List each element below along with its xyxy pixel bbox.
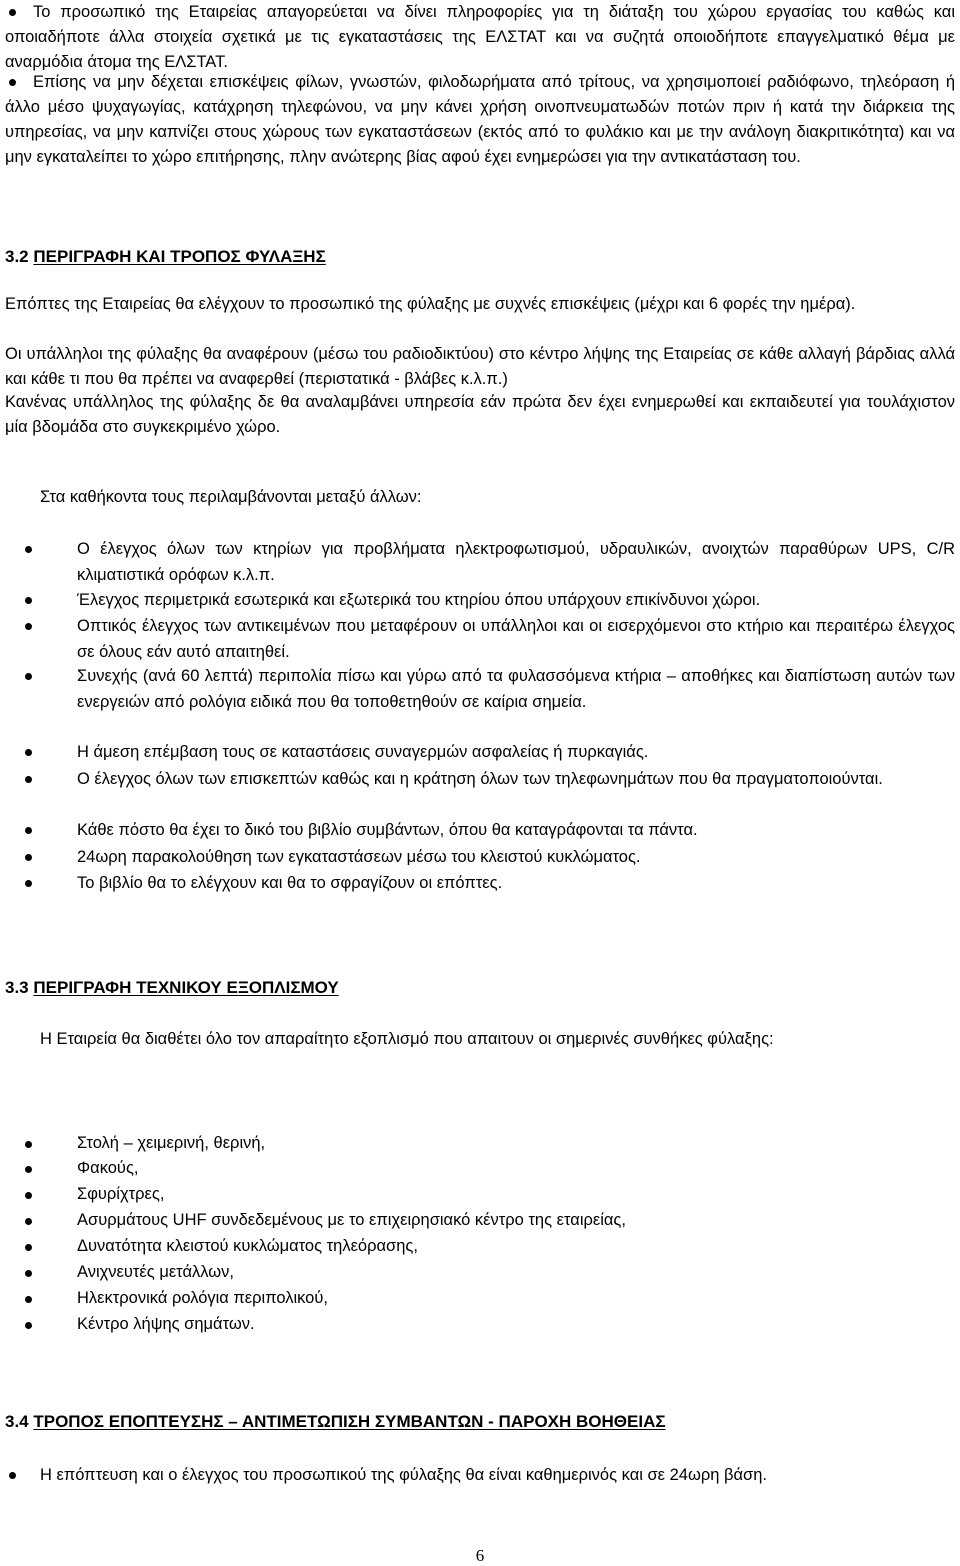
section-number: 3.4 bbox=[5, 1412, 34, 1431]
bullet-icon bbox=[25, 1192, 32, 1199]
equipment-item-text: Στολή – χειμερινή, θερινή, bbox=[77, 1134, 266, 1152]
bullet-icon bbox=[25, 1218, 32, 1225]
bullet-icon bbox=[25, 1244, 32, 1251]
section-3-2-heading bbox=[5, 246, 326, 268]
section-number: 3.3 bbox=[5, 978, 34, 997]
equipment-item-text: Κέντρο λήψης σημάτων. bbox=[77, 1315, 255, 1333]
bullet-icon bbox=[25, 597, 32, 604]
duty-item-text: Ο έλεγχος όλων των κτηρίων για προβλήματα ηλεκτροφωτισμού, υδραυλικών, ανοιχτών παραθύρων UPS, C/R κλιματιστικά ορόφων κ.λ.π. bbox=[77, 540, 955, 584]
equipment-item-text: Σφυρίχτρες, bbox=[77, 1185, 165, 1203]
duty-item-text: Ο έλεγχος όλων των επισκεπτών καθώς και η κράτηση όλων των τηλεφωνημάτων που θα πραγματοποιούνται. bbox=[77, 770, 883, 788]
bullet-icon bbox=[25, 623, 32, 630]
duties-intro: Στα καθήκοντα τους περιλαμβάνονται μεταξύ άλλων: bbox=[40, 488, 422, 506]
equipment-item-text: Ηλεκτρονικά ρολόγια περιπολικού, bbox=[77, 1289, 328, 1307]
equipment-item-text: Ασυρμάτους UHF συνδεδεμένους με το επιχειρησιακό κέντρο της εταιρείας, bbox=[77, 1211, 626, 1229]
section-title: ΤΡΟΠΟΣ ΕΠΟΠΤΕΥΣΗΣ – ΑΝΤΙΜΕΤΩΠΙΣΗ ΣΥΜΒΑΝΤΩΝ - ΠΑΡΟΧΗ ΒΟΗΘΕΙΑΣ bbox=[33, 1412, 666, 1431]
duty-item-text: Συνεχής (ανά 60 λεπτά) περιπολία πίσω και γύρω από τα φυλασσόμενα κτήρια – αποθήκες και διαπίστωση αυτών των ενεργειών από ρολόγια ειδικά που θα τοποθετηθούν σε καίρια σημεία. bbox=[77, 667, 955, 711]
bullet-icon bbox=[25, 1296, 32, 1303]
equipment-item bbox=[0, 1312, 960, 1342]
bullet-icon bbox=[25, 749, 32, 756]
section-3-3-intro: Η Εταιρεία θα διαθέτει όλο τον απαραίτητο εξοπλισμό που απαιτουν οι σημερινές συνθήκες φύλαξης: bbox=[40, 1030, 774, 1048]
bullet-icon bbox=[25, 854, 32, 861]
section-3-4-heading bbox=[5, 1411, 666, 1433]
equipment-item-text: Δυνατότητα κλειστού κυκλώματος τηλεόρασης, bbox=[77, 1237, 418, 1255]
bullet-icon bbox=[25, 1322, 32, 1329]
section-3-4-bullet-1-text: Η επόπτευση και ο έλεγχος του προσωπικού της φύλαξης θα είναι καθημερινός και σε 24ωρη βάση. bbox=[40, 1466, 767, 1484]
equipment-item-text: Ανιχνευτές μετάλλων, bbox=[77, 1263, 234, 1281]
duty-item-text: Έλεγχος περιμετρικά εσωτερικά και εξωτερικά του κτηρίου όπου υπάρχουν επικίνδυνοι χώροι. bbox=[77, 591, 761, 609]
bullet-icon bbox=[25, 1141, 32, 1148]
duty-item-text: Κάθε πόστο θα έχει το δικό του βιβλίο συμβάντων, όπου θα καταγράφονται τα πάντα. bbox=[77, 821, 698, 839]
section-3-3-heading bbox=[5, 977, 339, 999]
page-number: 6 bbox=[475, 1546, 485, 1565]
duty-item-text: Η άμεση επέμβαση τους σε καταστάσεις συναγερμών ασφαλείας ή πυρκαγιάς. bbox=[77, 743, 649, 761]
section-3-2-para-1: Επόπτες της Εταιρείας θα ελέγχουν το προσωπικό της φύλαξης με συχνές επισκέψεις (μέχρι και 6 φορές την ημέρα). bbox=[5, 295, 856, 313]
section-title: ΠΕΡΙΓΡΑΦΗ ΤΕΧΝΙΚΟΥ ΕΞΟΠΛΙΣΜΟΥ bbox=[33, 978, 339, 997]
bullet-icon bbox=[25, 776, 32, 783]
bullet-icon bbox=[25, 880, 32, 887]
section-3-2-para-2: Οι υπάλληλοι της φύλαξης θα αναφέρουν (μέσω του ραδιοδικτύου) στο κέντρο λήψης της Εταιρείας σε κάθε αλλαγή βάρδιας αλλά και κάθε τι που θα πρέπει να αναφερθεί (περιστατικά - βλάβες κ.λ.π.) bbox=[5, 345, 955, 388]
section-number: 3.2 bbox=[5, 247, 34, 266]
bullet-icon bbox=[25, 673, 32, 680]
bullet-icon bbox=[25, 827, 32, 834]
duty-item-text: 24ωρη παρακολούθηση των εγκαταστάσεων μέσω του κλειστού κυκλώματος. bbox=[77, 848, 641, 866]
section-title: ΠΕΡΙΓΡΑΦΗ ΚΑΙ ΤΡΟΠΟΣ ΦΥΛΑΞΗΣ bbox=[33, 247, 326, 266]
intro-bullet-2-text: Επίσης να μην δέχεται επισκέψεις φίλων, γνωστών, φιλοδωρήματα από τρίτους, να χρησιμοποιεί ραδιόφωνο, τηλεόραση ή άλλο μέσο ψυχαγωγίας, κατάχρηση τηλεφώνου, να μην κάνει χρήση οινοπνευματωδών ποτών πριν ή κατά την διάρκεια της υπηρεσίας, να μην καπνίζει στους χώρους των εγκαταστάσεων (εκτός από το φυλάκιο και με την ανάλογη διακριτικότητα) και να μην εγκαταλείπει το χώρο επιτήρησης, πλην ανώτερης βίας αφού έχει ενημερώσει για την αντικατάσταση του. bbox=[5, 73, 955, 166]
bullet-icon bbox=[25, 546, 32, 553]
duty-item-text: Το βιβλίο θα το ελέγχουν και θα το σφραγίζουν οι επόπτες. bbox=[77, 874, 503, 892]
section-3-2-para-3: Κανένας υπάλληλος της φύλαξης δε θα αναλαμβάνει υπηρεσία εάν πρώτα δεν έχει ενημερωθεί και εκπαιδευτεί για τουλάχιστον μία βδομάδα στο συγκεκριμένο χώρο. bbox=[5, 393, 955, 436]
duty-item-text: Οπτικός έλεγχος των αντικειμένων που μεταφέρουν οι υπάλληλοι και οι εισερχόμενοι στο κτήριο και περαιτέρω έλεγχος σε όλους εάν αυτό απαιτηθεί. bbox=[77, 617, 955, 661]
bullet-icon bbox=[25, 1166, 32, 1173]
bullet-icon bbox=[25, 1270, 32, 1277]
equipment-item-text: Φακούς, bbox=[77, 1159, 139, 1177]
intro-bullet-1-text: Το προσωπικό της Εταιρείας απαγορεύεται να δίνει πληροφορίες για τη διάταξη του χώρου εργασίας του καθώς και οποιαδήποτε άλλα στοιχεία σχετικά με τις εγκαταστάσεις της ΕΛΣΤΑΤ και να συζητά οποιοδήποτε επαγγελματικό θέμα με αναρμόδια άτομα της ΕΛΣΤΑΤ. bbox=[5, 3, 955, 71]
